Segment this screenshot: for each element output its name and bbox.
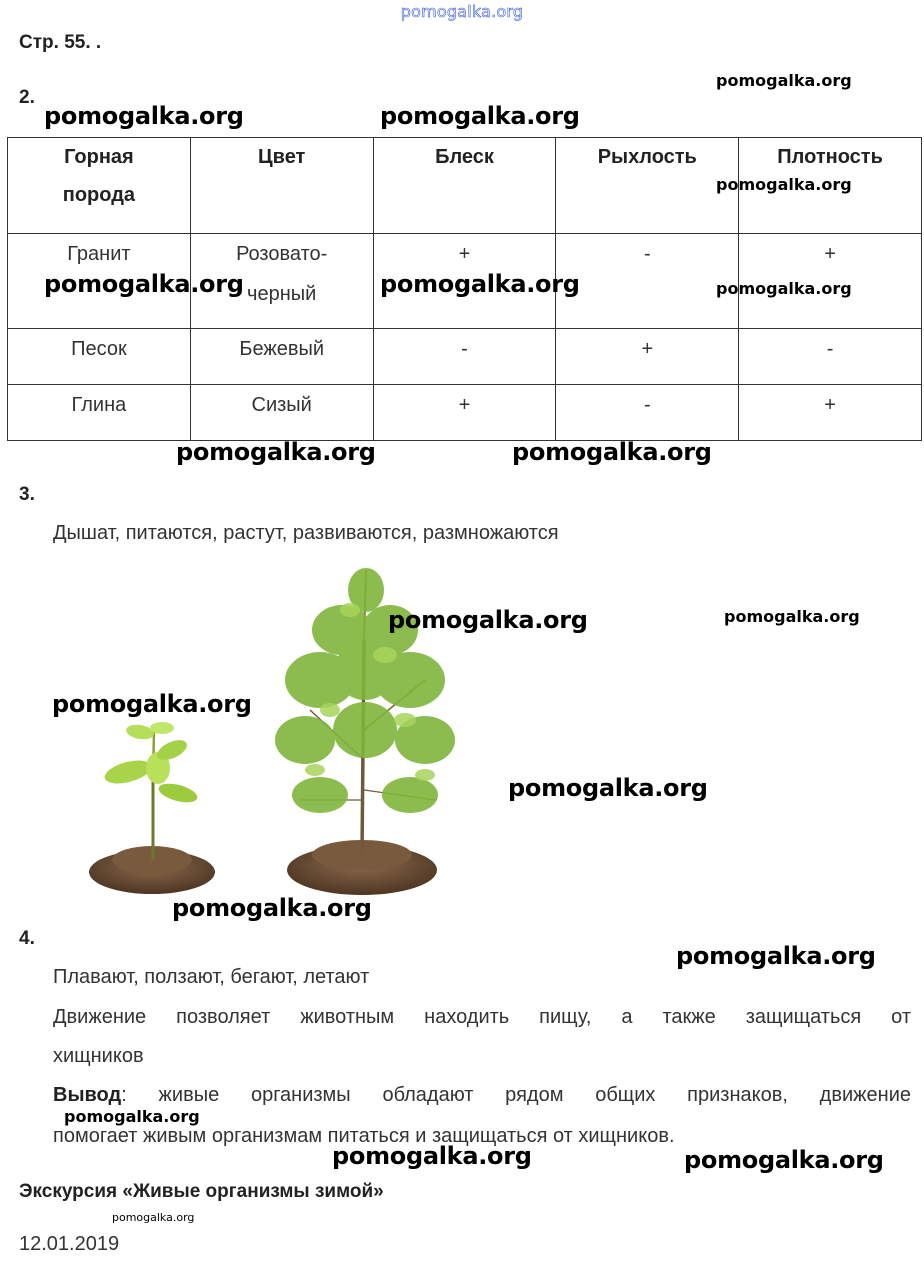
task3-text: Дышат, питаются, растут, развиваются, размножаются — [53, 522, 559, 544]
task4-line2b: хищников — [53, 1045, 144, 1067]
cell-looseness: - — [556, 234, 739, 329]
excursion-title: Экскурсия «Живые организмы зимой» — [19, 1181, 384, 1202]
watermark: pomogalka.org — [684, 1146, 884, 1174]
watermark: pomogalka.org — [44, 270, 244, 298]
watermark: pomogalka.org — [388, 606, 588, 634]
header-luster: Блеск — [373, 138, 556, 234]
cell-color: Бежевый — [190, 329, 373, 385]
watermark: pomogalka.org — [172, 894, 372, 922]
header-rock: Горная порода — [8, 138, 191, 234]
cell-rock: Глина — [8, 385, 191, 441]
watermark: pomogalka.org — [380, 270, 580, 298]
header-density: Плотность — [739, 138, 922, 234]
conclusion-label: Вывод — [53, 1084, 122, 1106]
watermark-top: pomogalka.org — [400, 2, 524, 21]
cell-color: Сизый — [190, 385, 373, 441]
seedling-image — [89, 722, 215, 894]
excursion-date: 12.01.2019 — [19, 1233, 120, 1255]
watermark: pomogalka.org — [508, 774, 708, 802]
watermark: pomogalka.org — [512, 438, 712, 466]
watermark: pomogalka.org — [176, 438, 376, 466]
cell-luster: + — [373, 234, 556, 329]
cell-luster: - — [373, 329, 556, 385]
watermark: pomogalka.org — [52, 690, 252, 718]
cell-luster: + — [373, 385, 556, 441]
header-color: Цвет — [190, 138, 373, 234]
cell-looseness: - — [556, 385, 739, 441]
cell-color: Розовато-черный — [190, 234, 373, 329]
page-label: Стр. 55. . — [19, 32, 102, 53]
cell-density: + — [739, 234, 922, 329]
watermark: pomogalka.org — [380, 102, 580, 130]
cell-density: + — [739, 385, 922, 441]
table-row — [8, 329, 922, 385]
watermark: pomogalka.org — [112, 1211, 195, 1224]
cell-looseness: + — [556, 329, 739, 385]
cell-rock: Гранит — [8, 234, 191, 329]
header-looseness: Рыхлость — [556, 138, 739, 234]
watermark: pomogalka.org — [64, 1107, 200, 1126]
watermark: pomogalka.org — [716, 71, 852, 90]
watermark: pomogalka.org — [724, 607, 860, 626]
cell-density: - — [739, 329, 922, 385]
task4-line2a: Движение позволяет животным находить пищу, а также защищаться от — [53, 1006, 911, 1028]
cell-rock: Песок — [8, 329, 191, 385]
task4-number: 4. — [19, 928, 35, 949]
task2-number: 2. — [19, 87, 35, 108]
table-row — [8, 385, 922, 441]
watermark: pomogalka.org — [716, 175, 852, 194]
task4-conclusion-line2: помогает живым организмам питаться и защищаться от хищников. — [53, 1125, 675, 1147]
watermark: pomogalka.org — [716, 279, 852, 298]
task4-conclusion-line1: Вывод: живые организмы обладают рядом общих признаков, движение — [53, 1084, 911, 1106]
watermark: pomogalka.org — [44, 102, 244, 130]
task4-line1: Плавают, ползают, бегают, летают — [53, 966, 370, 988]
watermark: pomogalka.org — [676, 942, 876, 970]
task3-number: 3. — [19, 484, 35, 505]
watermark: pomogalka.org — [332, 1142, 532, 1170]
